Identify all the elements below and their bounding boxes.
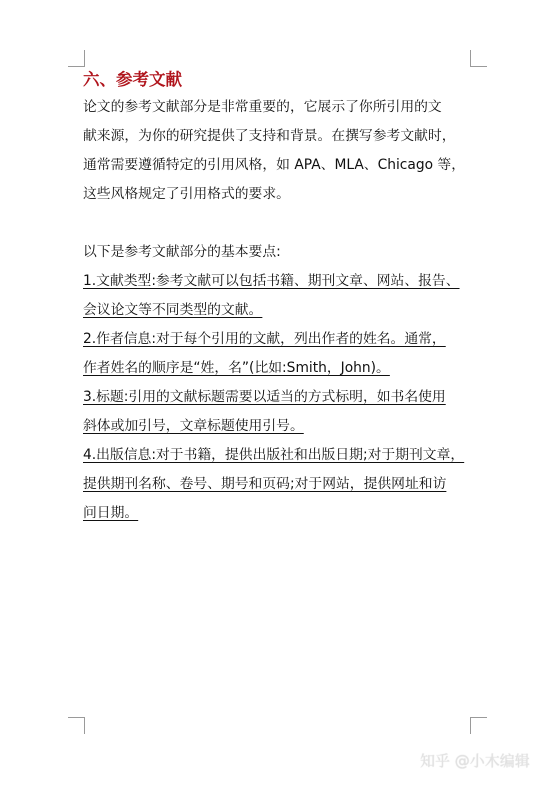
point-line: 会议论文等不同类型的文献。 bbox=[83, 302, 263, 318]
page-corner-mark-bottom-right bbox=[470, 717, 487, 734]
section-heading: 六、参考文献 bbox=[83, 70, 182, 89]
intro-line: 献来源，为你的研究提供了支持和背景。在撰写参考文献时， bbox=[83, 128, 456, 144]
point-line: 提供期刊名称、卷号、期号和页码;对于网站，提供网址和访 bbox=[83, 476, 447, 492]
page-corner-mark-bottom-left bbox=[68, 717, 85, 734]
intro-line: 通常需要遵循特定的引用风格，如 APA、MLA、Chicago 等， bbox=[83, 157, 466, 173]
point-line: 4.出版信息:对于书籍，提供出版社和出版日期;对于期刊文章， bbox=[83, 447, 465, 463]
point-line: 3.标题:引用的文献标题需要以适当的方式标明，如书名使用 bbox=[83, 389, 446, 405]
point-line: 作者姓名的顺序是“姓，名”(比如:Smith，John)。 bbox=[83, 360, 390, 376]
point-line: 1.文献类型:参考文献可以包括书籍、期刊文章、网站、报告、 bbox=[83, 273, 460, 289]
point-line: 2.作者信息:对于每个引用的文献，列出作者的姓名。通常， bbox=[83, 331, 446, 347]
intro-line: 这些风格规定了引用格式的要求。 bbox=[83, 186, 290, 202]
point-line: 斜体或加引号，文章标题使用引号。 bbox=[83, 418, 304, 434]
watermark: 知乎 @小木编辑 bbox=[420, 752, 530, 770]
point-line: 问日期。 bbox=[83, 505, 139, 521]
points-intro: 以下是参考文献部分的基本要点: bbox=[83, 244, 281, 260]
intro-line: 论文的参考文献部分是非常重要的，它展示了你所引用的文 bbox=[83, 99, 442, 115]
page-corner-mark-top-left bbox=[68, 50, 85, 67]
page-corner-mark-top-right bbox=[470, 50, 487, 67]
